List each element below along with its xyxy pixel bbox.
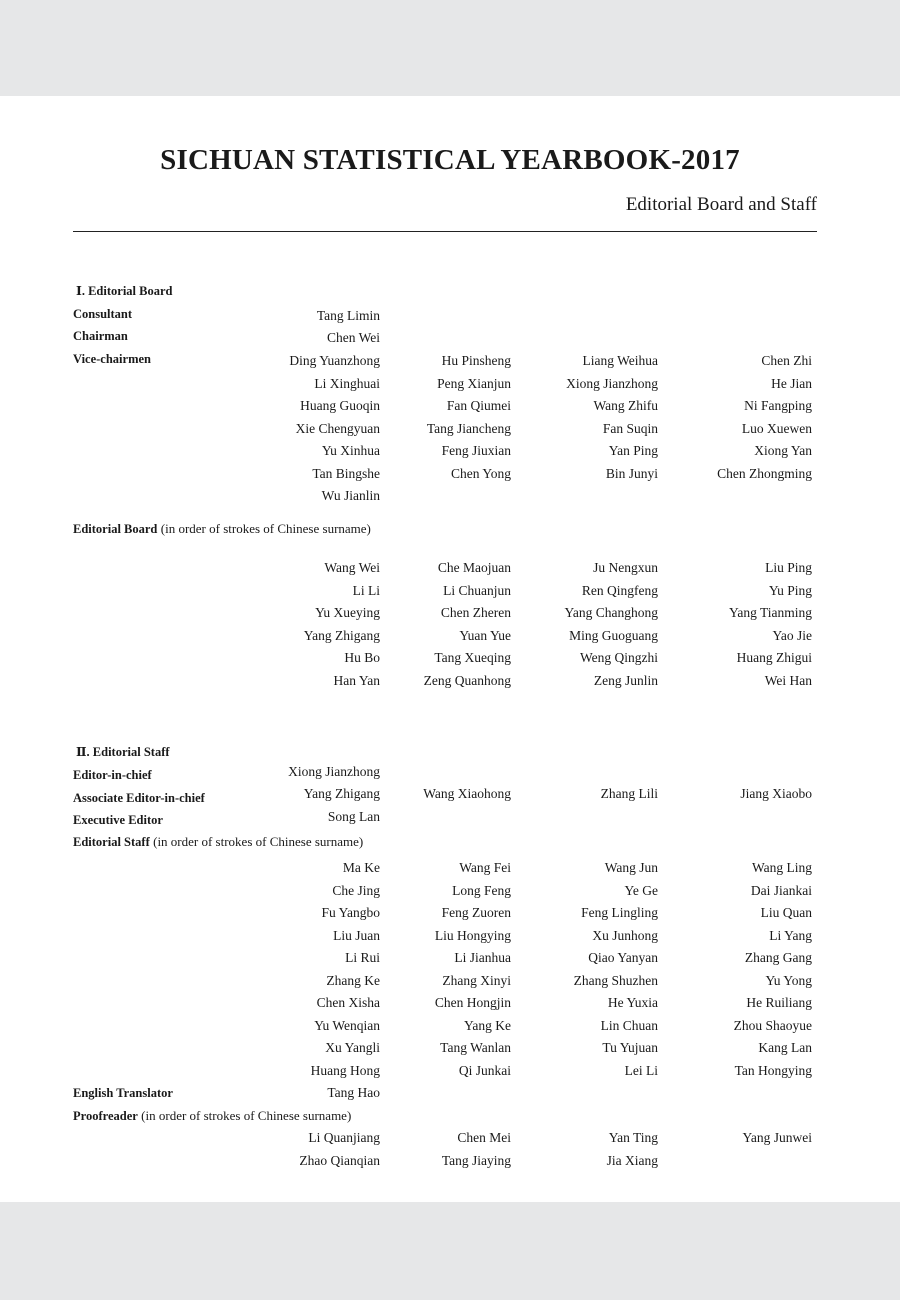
person-name: Xiong Yan	[754, 443, 812, 458]
executive-editor-label: Executive Editor	[73, 813, 163, 827]
person-name: Wang Wei	[324, 560, 380, 575]
person-name: Li Chuanjun	[443, 582, 511, 598]
person-name: Ma Ke	[342, 860, 380, 875]
consultant-name: Tang Limin	[316, 308, 380, 323]
person-name: Wang Zhifu	[593, 398, 658, 413]
person-name: Ye Ge	[624, 882, 658, 898]
person-name: Li Yang	[769, 927, 812, 943]
person-name: Yang Changhong	[564, 605, 658, 620]
proofreader-label: Proofreader	[73, 1109, 138, 1123]
person-name: Yang Tianming	[728, 605, 812, 620]
person-name: Yang Zhigang	[303, 627, 380, 643]
person-name: Huang Hong	[310, 1062, 380, 1078]
associate-editor-name: Yang Zhigang	[303, 786, 380, 801]
editor-in-chief-label: Editor-in-chief	[73, 768, 152, 782]
person-name: Chen Zhongming	[717, 465, 812, 481]
translator-name: Tang Hao	[327, 1085, 380, 1100]
person-name: Lei Li	[624, 1062, 658, 1078]
person-name: Hu Pinsheng	[441, 353, 511, 368]
editor-in-chief-name: Xiong Jianzhong	[288, 764, 380, 779]
person-name: Bin Junyi	[605, 465, 658, 481]
person-name: Zhang Ke	[326, 972, 380, 988]
person-name: Yu Xueying	[315, 605, 380, 620]
person-name: Chen Zhi	[761, 353, 812, 368]
person-name: Che Jing	[332, 882, 380, 898]
section-heading-editorial-staff: Ⅱ. Editorial Staff	[76, 745, 170, 759]
person-name: Liu Hongying	[434, 927, 511, 943]
person-name: Chen Zheren	[440, 605, 511, 620]
person-name: Feng Zuoren	[441, 905, 511, 920]
person-name: Liu Juan	[333, 927, 380, 943]
section-heading-editorial-board: Ⅰ. Editorial Board	[76, 284, 173, 298]
person-name: Peng Xianjun	[437, 375, 511, 391]
person-name: He Ruiliang	[746, 995, 812, 1010]
person-name: Hu Bo	[344, 650, 380, 665]
editorial-board-note: (in order of strokes of Chinese surname)	[160, 521, 371, 536]
person-name: Yu Ping	[768, 582, 812, 598]
translator-label: English Translator	[73, 1086, 173, 1100]
executive-editor-name: Song Lan	[327, 809, 380, 824]
person-name: Tan Hongying	[734, 1062, 812, 1078]
editorial-staff-label: Editorial Staff	[73, 835, 150, 849]
person-name: Tu Yujuan	[602, 1040, 658, 1055]
person-name: Chen Yong	[450, 465, 511, 481]
title-divider	[73, 231, 817, 232]
page-sheet	[0, 96, 900, 1202]
person-name: Zhang Gang	[744, 950, 812, 965]
associate-editor-name: Wang Xiaohong	[423, 786, 511, 801]
person-name: Tang Wanlan	[440, 1040, 511, 1055]
person-name: Tang Xueqing	[434, 650, 511, 665]
person-name: Xiong Jianzhong	[566, 375, 658, 391]
person-name: Feng Jiuxian	[441, 443, 511, 458]
editorial-board-label: Editorial Board	[73, 522, 158, 536]
person-name: Zhao Qianqian	[299, 1152, 380, 1168]
person-name: Qi Junkai	[458, 1062, 511, 1078]
person-name: Li Rui	[345, 950, 380, 965]
person-name: Feng Lingling	[581, 905, 658, 920]
person-name: Yang Ke	[463, 1017, 511, 1033]
editorial-staff-note: (in order of strokes of Chinese surname)	[153, 834, 364, 849]
chairman-name: Chen Wei	[326, 330, 380, 345]
person-name: Zeng Quanhong	[423, 672, 511, 688]
person-name: Wu Jianlin	[321, 488, 380, 503]
person-name: Tang Jiaying	[441, 1152, 511, 1168]
person-name: Che Maojuan	[437, 560, 511, 575]
person-name: Li Quanjiang	[308, 1130, 380, 1145]
person-name: Luo Xuewen	[741, 420, 812, 436]
person-name: Xu Junhong	[592, 927, 658, 943]
person-name: Fan Qiumei	[446, 398, 511, 413]
person-name: Yu Yong	[765, 972, 812, 988]
associate-editor-name: Zhang Lili	[600, 786, 658, 801]
person-name: Fan Suqin	[602, 420, 658, 436]
person-name: Yao Jie	[772, 627, 812, 643]
person-name: Zeng Junlin	[593, 672, 658, 688]
person-name: Ren Qingfeng	[581, 582, 658, 598]
person-name: Chen Hongjin	[434, 995, 511, 1010]
person-name: Yan Ping	[608, 443, 658, 458]
person-name: Li Xinghuai	[314, 375, 380, 391]
person-name: Yu Xinhua	[321, 443, 380, 458]
person-name: Yuan Yue	[459, 627, 511, 643]
associate-editor-name: Jiang Xiaobo	[740, 786, 812, 801]
page-subtitle: Editorial Board and Staff	[625, 194, 817, 215]
person-name: Li Jianhua	[454, 950, 511, 965]
person-name: Huang Guoqin	[300, 398, 380, 413]
person-name: Li Li	[352, 582, 380, 598]
person-name: Ding Yuanzhong	[289, 353, 380, 368]
person-name: Fu Yangbo	[321, 905, 380, 920]
person-name: Han Yan	[333, 672, 380, 688]
person-name: Ju Nengxun	[593, 560, 658, 575]
person-name: Ni Fangping	[744, 398, 812, 413]
person-name: Tan Bingshe	[312, 465, 380, 481]
person-name: Chen Mei	[457, 1130, 511, 1145]
person-name: Liang Weihua	[582, 353, 658, 368]
person-name: Dai Jiankai	[750, 882, 812, 898]
person-name: Zhang Xinyi	[442, 972, 511, 988]
person-name: Qiao Yanyan	[588, 950, 658, 965]
person-name: Liu Ping	[765, 560, 812, 575]
person-name: He Jian	[771, 375, 812, 391]
person-name: Zhou Shaoyue	[733, 1017, 812, 1033]
person-name: Lin Chuan	[600, 1017, 658, 1033]
person-name: Wei Han	[764, 672, 812, 688]
person-name: Kang Lan	[758, 1040, 812, 1055]
person-name: Chen Xisha	[316, 995, 380, 1010]
editorial-board-label-line	[73, 521, 371, 537]
person-name: Jia Xiang	[606, 1152, 658, 1168]
person-name: Wang Jun	[604, 860, 658, 875]
page-title: SICHUAN STATISTICAL YEARBOOK-2017	[160, 144, 740, 176]
person-name: Xu Yangli	[325, 1040, 380, 1055]
person-name: He Yuxia	[607, 995, 658, 1010]
person-name: Wang Fei	[459, 860, 511, 875]
person-name: Yu Wenqian	[314, 1017, 380, 1033]
person-name: Tang Jiancheng	[426, 420, 511, 436]
person-name: Liu Quan	[760, 905, 812, 920]
person-name: Xie Chengyuan	[295, 420, 380, 436]
person-name: Yan Ting	[608, 1130, 658, 1145]
chairman-label: Chairman	[73, 329, 128, 343]
person-name: Wang Ling	[751, 860, 812, 875]
person-name: Ming Guoguang	[569, 627, 658, 643]
person-name: Yang Junwei	[742, 1130, 812, 1145]
proofreader-label-line	[73, 1108, 351, 1124]
editorial-staff-label-line	[73, 834, 363, 850]
proofreader-note: (in order of strokes of Chinese surname)	[141, 1108, 352, 1123]
person-name: Long Feng	[452, 882, 511, 898]
person-name: Huang Zhigui	[736, 650, 812, 665]
associate-editor-label: Associate Editor-in-chief	[73, 791, 205, 805]
person-name: Weng Qingzhi	[579, 650, 658, 665]
person-name: Zhang Shuzhen	[573, 972, 658, 988]
consultant-label: Consultant	[73, 307, 133, 321]
vice-chairmen-label: Vice-chairmen	[73, 352, 151, 366]
